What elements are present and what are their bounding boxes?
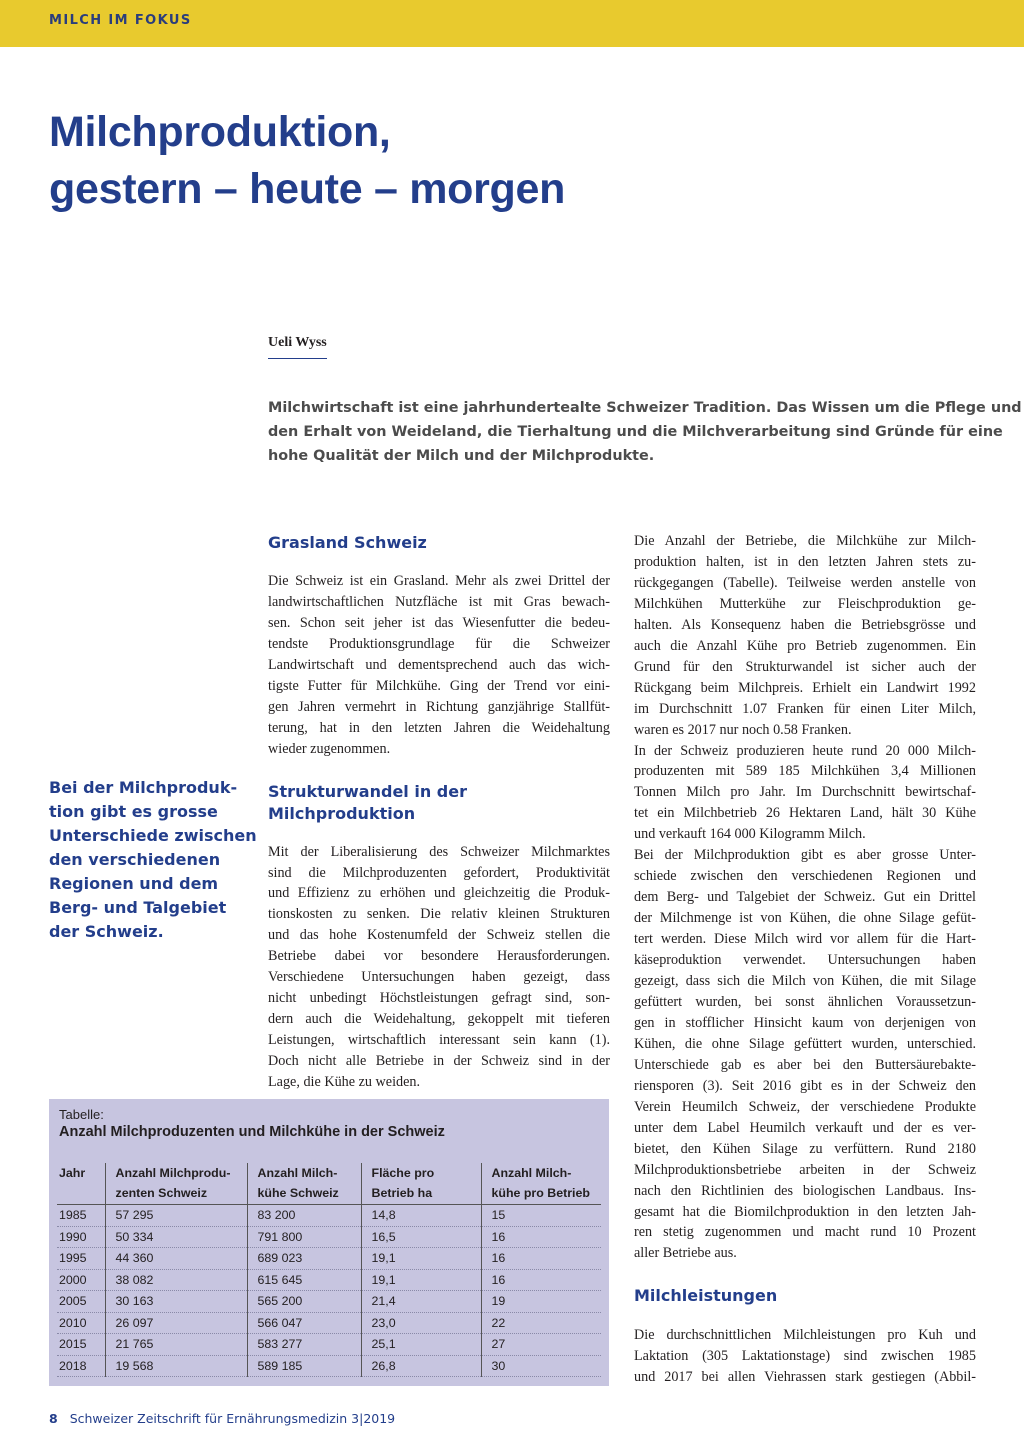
- body-line: der Milchmenge ist von Kühen, die ohne Silage gefüt-: [634, 910, 976, 927]
- data-table-box: [49, 1099, 609, 1386]
- table-cell: 83 200: [247, 1205, 361, 1227]
- table-row: [57, 1291, 601, 1313]
- body-line: gefüttert wurden, bei sonst ähnlichen Voraussetzun-: [634, 993, 976, 1010]
- body-paragraph: [634, 531, 976, 741]
- lead-line: Milchwirtschaft ist eine jahrhundertealte Schweizer Tradition. Das Wissen um die Pflege und: [268, 400, 1022, 416]
- table-cell: 1995: [57, 1248, 105, 1270]
- table-cell: 583 277: [247, 1334, 361, 1356]
- pull-quote: [49, 776, 257, 944]
- table-cell: 23,0: [361, 1312, 481, 1334]
- body-line: Mit der Liberalisierung des Schweizer Milchmarktes: [268, 843, 610, 860]
- table-cell: 589 185: [247, 1355, 361, 1377]
- body-line: Leistungen, wirtschaftlich interessant sein kann (1).: [268, 1032, 610, 1049]
- section-heading: Grasland Schweiz: [268, 533, 427, 552]
- table-cell: 19: [481, 1291, 601, 1313]
- body-line: Milchkühen Mutterkühe zur Fleischproduktion ge-: [634, 595, 976, 612]
- column-header: Jahr: [57, 1163, 105, 1205]
- body-line: Doch nicht alle Betriebe in der Schweiz sind in der: [268, 1053, 610, 1070]
- table-row: [57, 1205, 601, 1227]
- table-cell: 16,5: [361, 1226, 481, 1248]
- body-line: tet ein Milchbetrieb 26 Hektaren Land, hält 30 Kühe: [634, 805, 976, 822]
- page-number: 8: [49, 1411, 58, 1426]
- body-line: und Effizienz zu erhöhen und gleichzeitig die Produk-: [268, 885, 610, 902]
- body-line: gesamt hat die Biomilchproduktion in den letzten Jah-: [634, 1203, 976, 1220]
- body-line: im Durchschnitt 1.07 Franken für einen Liter Milch,: [634, 700, 976, 717]
- table-cell: 27: [481, 1334, 601, 1356]
- section-heading: Strukturwandel in der Milchproduktion: [268, 781, 467, 823]
- table-cell: 16: [481, 1269, 601, 1291]
- body-line: bietet, den Kühen Silage zu verfüttern. Rund 2180: [634, 1140, 976, 1157]
- section-heading: Milchleistungen: [634, 1286, 778, 1306]
- body-line: produktion halten, ist in den letzten Jahren stets zu-: [634, 553, 976, 570]
- body-line: nicht unbedingt Höchstleistungen gefragt sind, son-: [268, 990, 610, 1007]
- table-cell: 44 360: [105, 1248, 247, 1270]
- body-line: nach den Richtlinien des biologischen Landbaus. Ins-: [634, 1182, 976, 1199]
- body-line: Die Schweiz ist ein Grasland. Mehr als zwei Drittel der: [268, 573, 610, 589]
- body-line: Lage, die Kühe zu weiden.: [268, 1074, 421, 1091]
- body-line: tionskosten zu senken. Die relativ kleinen Strukturen: [268, 906, 610, 923]
- table-row: [57, 1312, 601, 1334]
- body-line: dern auch die Weidehaltung, gekoppelt mit tieferen: [268, 1011, 610, 1028]
- table-row: [57, 1248, 601, 1270]
- column-header: Anzahl Milch- kühe pro Betrieb: [481, 1163, 601, 1205]
- body-line: In der Schweiz produzieren heute rund 20 000 Milch-: [634, 742, 976, 759]
- right-column: [634, 531, 976, 1388]
- body-line: waren es 2017 nur noch 0.58 Franken.: [634, 721, 852, 738]
- table-cell: 30 163: [105, 1291, 247, 1313]
- body-line: Verein Heumilch Schweiz, der verschiedene Produkte: [634, 1098, 976, 1115]
- body-line: halten. Als Konsequenz haben die Betriebsgrösse und: [634, 616, 976, 633]
- body-line: aller Betriebe aus.: [634, 1245, 737, 1262]
- table-cell: 14,8: [361, 1205, 481, 1227]
- body-line: wieder zugenommen.: [268, 740, 391, 757]
- table-cell: 565 200: [247, 1291, 361, 1313]
- table-row: [57, 1355, 601, 1377]
- body-line: unter dem Label Heumilch verkauft und der es ver-: [634, 1119, 976, 1136]
- table-cell: 26 097: [105, 1312, 247, 1334]
- pullquote-line: Berg- und Talgebiet: [49, 898, 227, 917]
- table-cell: 25,1: [361, 1334, 481, 1356]
- body-line: rückgegangen (Tabelle). Teilweise werden anstelle von: [634, 574, 976, 591]
- table-cell: 38 082: [105, 1269, 247, 1291]
- table-cell: 2018: [57, 1355, 105, 1377]
- body-line: tert werden. Diese Milch wird vor allem für die Hart-: [634, 931, 976, 948]
- table-cell: 21,4: [361, 1291, 481, 1313]
- body-line: sind die Milchproduzenten gefordert, Produktivität: [268, 864, 610, 881]
- body-line: und 2017 bei allen Viehrassen stark gestiegen (Abbil-: [634, 1369, 976, 1386]
- table-cell: 57 295: [105, 1205, 247, 1227]
- body-line: Landwirtschaft und dementsprechend auch das wich-: [268, 656, 610, 673]
- body-line: gen Jahren vermehrt in Richtung ganzjährige Stallfüt-: [268, 698, 610, 715]
- section-label: MILCH IM FOKUS: [49, 13, 192, 28]
- table-header-row: [57, 1163, 601, 1205]
- pullquote-line: tion gibt es grosse: [49, 802, 218, 821]
- table-cell: 15: [481, 1205, 601, 1227]
- body-line: Unterschiede gab es aber bei den Buttersäurebakte-: [634, 1056, 976, 1073]
- body-line: auch die Anzahl Kühe pro Betrieb zugenommen. Ein: [634, 637, 976, 654]
- body-line: Laktation (305 Laktationstage) sind zwischen 1985: [634, 1348, 976, 1365]
- pullquote-line: Bei der Milchproduk-: [49, 778, 238, 797]
- table-cell: 16: [481, 1226, 601, 1248]
- lead-line: den Erhalt von Weideland, die Tierhaltung und die Milchverarbeitung sind Gründe für eine: [268, 424, 1003, 440]
- body-line: Rückgang beim Milchpreis. Erhielt ein Landwirt 1992: [634, 679, 976, 696]
- body-line: käseproduktion verwendet. Untersuchungen haben: [634, 952, 976, 969]
- table-cell: 21 765: [105, 1334, 247, 1356]
- body-line: riensporen (3). Seit 2016 gibt es in der Schweiz den: [634, 1077, 976, 1094]
- body-line: terung, hat in den letzten Jahren die Weidehaltung: [268, 719, 610, 736]
- body-line: und verkauft 164 000 Kilogramm Milch.: [634, 826, 866, 843]
- pullquote-line: den verschiedenen: [49, 850, 221, 869]
- body-line: gen in stofflicher Hinsicht kaum von derjenigen von: [634, 1014, 976, 1031]
- lead-line: hohe Qualität der Milch und der Milchprodukte.: [268, 448, 655, 464]
- body-line: sen. Schon seit jeher ist das Wiesenfutter die bedeu-: [268, 614, 610, 631]
- table-cell: 791 800: [247, 1226, 361, 1248]
- body-paragraph: [268, 842, 610, 1093]
- column-header: Anzahl Milch- kühe Schweiz: [247, 1163, 361, 1205]
- title-line: Milchproduktion,: [49, 108, 391, 156]
- title-line: gestern – heute – morgen: [49, 165, 566, 213]
- body-line: Die Anzahl der Betriebe, die Milchkühe zur Milch-: [634, 533, 976, 549]
- body-line: und das hohe Kostenumfeld der Schweiz stellen die: [268, 927, 610, 944]
- lead-paragraph: [268, 396, 1022, 468]
- body-line: Bei der Milchproduktion gibt es aber grosse Unter-: [634, 847, 976, 864]
- table-cell: 2000: [57, 1269, 105, 1291]
- body-line: gezeigt, dass sich die Milch von Kühen, die mit Silage: [634, 973, 976, 990]
- body-line: tendste Produktionsgrundlage für die Schweizer: [268, 635, 610, 652]
- table-row: [57, 1269, 601, 1291]
- page-footer: [49, 1411, 395, 1426]
- table-title: Anzahl Milchproduzenten und Milchkühe in der Schweiz: [59, 1124, 445, 1140]
- body-line: landwirtschaftlichen Nutzfläche ist mit Gras bewach-: [268, 593, 610, 610]
- body-line: ren stetig zugenommen und macht rund 10 Prozent: [634, 1224, 976, 1241]
- article-title: [49, 104, 565, 218]
- body-line: Die durchschnittlichen Milchleistungen pro Kuh und: [634, 1327, 976, 1344]
- pullquote-line: Unterschiede zwischen: [49, 826, 257, 845]
- body-paragraph: [634, 741, 976, 846]
- table-cell: 1990: [57, 1226, 105, 1248]
- table-cell: 30: [481, 1355, 601, 1377]
- author-name: Ueli Wyss: [268, 335, 327, 359]
- body-line: Tonnen Milch pro Jahr. Im Durchschnitt bewirtschaf-: [634, 784, 976, 801]
- table-cell: 2005: [57, 1291, 105, 1313]
- column-header: Anzahl Milchprodu- zenten Schweiz: [105, 1163, 247, 1205]
- table-row: [57, 1226, 601, 1248]
- body-line: Milchproduktionsbetriebe arbeiten in der Schweiz: [634, 1161, 976, 1178]
- table-row: [57, 1334, 601, 1356]
- body-line: produzenten mit 589 185 Milchkühen 3,4 Millionen: [634, 763, 976, 780]
- body-line: Verschiedene Untersuchungen haben gezeigt, dass: [268, 969, 610, 986]
- table-cell: 615 645: [247, 1269, 361, 1291]
- table-cell: 689 023: [247, 1248, 361, 1270]
- body-line: Grund für den Strukturwandel ist sicher auch der: [634, 658, 976, 675]
- table-cell: 19,1: [361, 1269, 481, 1291]
- body-paragraph: [634, 845, 976, 1264]
- table-cell: 50 334: [105, 1226, 247, 1248]
- pullquote-line: der Schweiz.: [49, 922, 164, 941]
- body-line: dem Berg- und Talgebiet der Schweiz. Gut ein Drittel: [634, 889, 976, 906]
- body-line: tigste Futter für Milchkühe. Ging der Trend vor eini-: [268, 677, 610, 694]
- pullquote-line: Regionen und dem: [49, 874, 219, 893]
- body-line: schiede zwischen den verschiedenen Regionen und: [634, 868, 976, 885]
- table-caption: Tabelle:: [59, 1107, 104, 1122]
- table-cell: 19 568: [105, 1355, 247, 1377]
- data-table: [57, 1163, 601, 1377]
- table-cell: 566 047: [247, 1312, 361, 1334]
- journal-name: Schweizer Zeitschrift für Ernährungsmedizin 3|2019: [69, 1411, 396, 1426]
- column-header: Fläche pro Betrieb ha: [361, 1163, 481, 1205]
- body-line: Betriebe dabei vor besondere Herausforderungen.: [268, 948, 610, 965]
- table-cell: 2015: [57, 1334, 105, 1356]
- body-paragraph: [268, 571, 610, 760]
- body-line: Kühen, die ohne Silage gefüttert wurden, unterschied.: [634, 1035, 976, 1052]
- table-cell: 1985: [57, 1205, 105, 1227]
- table-cell: 16: [481, 1248, 601, 1270]
- table-cell: 26,8: [361, 1355, 481, 1377]
- body-paragraph: [634, 1325, 976, 1388]
- table-cell: 2010: [57, 1312, 105, 1334]
- table-cell: 19,1: [361, 1248, 481, 1270]
- middle-column: [268, 532, 610, 1093]
- table-cell: 22: [481, 1312, 601, 1334]
